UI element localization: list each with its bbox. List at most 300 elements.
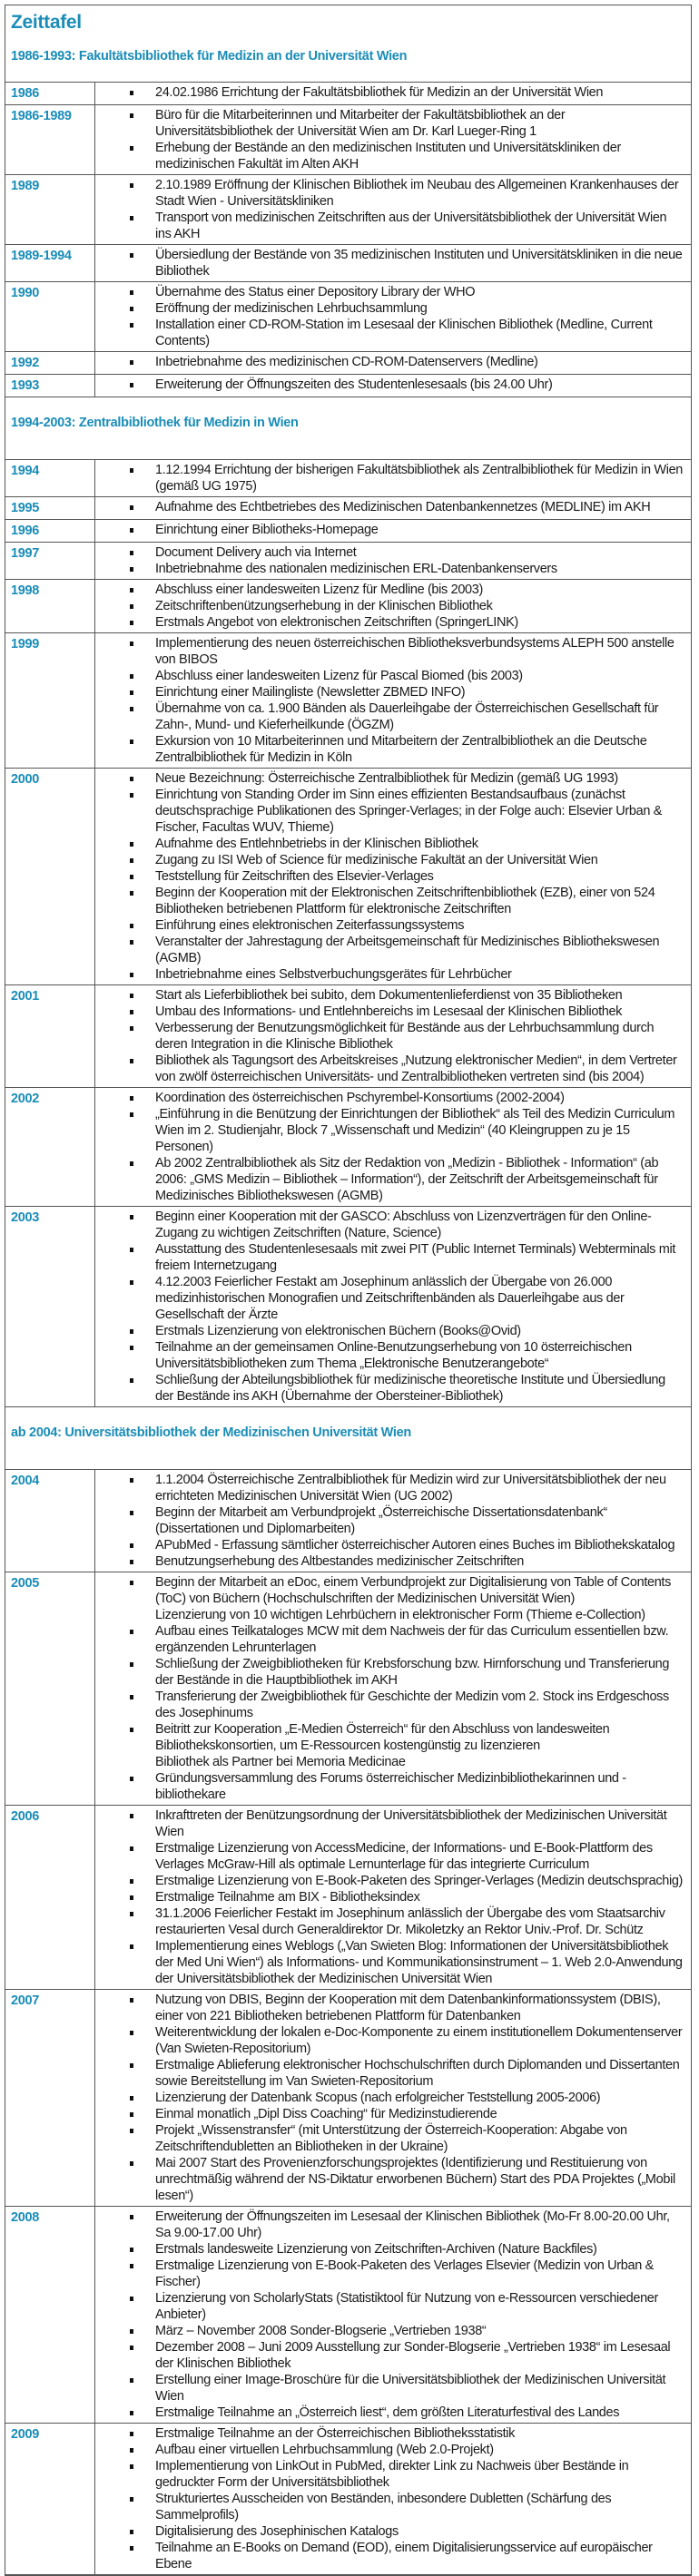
list-item (95, 284, 685, 300)
event-text: 24.02.1986 Errichtung der Fakultätsbibliothek für Medizin an der Universität Wien (155, 85, 604, 100)
square-bullet-icon (130, 2546, 133, 2551)
table-row (5, 352, 691, 375)
list-item (95, 885, 685, 917)
square-bullet-icon (130, 2248, 133, 2252)
event-text: Beginn der Mitarbeit an eDoc, einem Verbundprojekt zur Digitalisierung von Table of Contents (ToC) von Büchern (Hochschulschriften der Medizinischen Universität Wien) (155, 1575, 672, 1606)
event-text: Weiterentwicklung der lokalen e-Doc-Komponente zu einem institutionellem Dokumentenserver (Van Swieten-Repositorium) (155, 2025, 683, 2056)
square-bullet-icon (130, 1248, 133, 1252)
square-bullet-icon (130, 1895, 133, 1900)
square-bullet-icon (130, 842, 133, 847)
timeline-document (5, 5, 692, 2576)
section-title: 1986-1993: Fakultätsbibliothek für Medizin an der Universität Wien (11, 49, 408, 64)
list-item (95, 2258, 685, 2290)
table-row (5, 2207, 691, 2424)
list-item (95, 1323, 685, 1339)
timeline-table (5, 1470, 691, 2575)
event-list (95, 635, 685, 766)
event-text: Zeitschriftenbenützungserhebung in der Klinischen Bibliothek (155, 599, 493, 613)
list-item (95, 1504, 685, 1537)
list-item (95, 1623, 685, 1656)
event-text: Erstmalige Teilnahme an „Österreich liest“, dem größten Literaturfestival des Landes (155, 2405, 620, 2420)
list-item (95, 2540, 685, 2572)
year-cell: 1989-1994 (5, 245, 95, 282)
event-text: Erstmalige Ablieferung elektronischer Hochschulschriften durch Diplomanden und Dissertanten sowie Bereitstellung im Van Swieten-Repositorium (155, 2058, 680, 2089)
event-text: Ab 2002 Zentralbibliothek als Sitz der Redaktion von „Medizin - Bibliothek - Information“ (ab 2006: „GMS Medizin – Bibliothek – Information“), der Zeitschrift der Arbeitsgemeinschaft für Medizinisches Bibliothekswesen (AGMB) (155, 1156, 659, 1203)
list-item (95, 1992, 685, 2024)
event-text: Teststellung für Zeitschriften des Elsevier-Verlages (155, 869, 434, 884)
list-item (95, 917, 685, 934)
year-cell: 2006 (5, 1806, 95, 1990)
table-row (5, 282, 691, 352)
event-text: Lizenzierung von ScholarlyStats (Statistiktool für Nutzung von e-Ressourcen verschiedener Anbieter) (155, 2291, 658, 2322)
square-bullet-icon (130, 1846, 133, 1851)
square-bullet-icon (130, 707, 133, 711)
square-bullet-icon (130, 875, 133, 879)
list-item (95, 1689, 685, 1721)
year-cell: 2008 (5, 2207, 95, 2424)
square-bullet-icon (130, 2129, 133, 2133)
event-text: März – November 2008 Sonder-Blogserie „Vertrieben 1938“ (155, 2324, 487, 2338)
list-item (95, 2057, 685, 2090)
list-item (95, 684, 685, 700)
list-item (95, 140, 685, 172)
square-bullet-icon (130, 2378, 133, 2383)
square-bullet-icon (130, 1026, 133, 1031)
event-text: Bibliothek als Partner bei Memoria Medicinae (155, 1755, 406, 1769)
list-item (95, 177, 685, 210)
list-item (95, 462, 685, 495)
square-bullet-icon (130, 2530, 133, 2534)
event-text: Ausstattung des Studentenlesesaals mit zwei PIT (Public Internet Terminals) Webterminals mit freiem Internetzugang (155, 1242, 676, 1273)
table-row (5, 769, 691, 985)
list-item (95, 2372, 685, 2405)
event-text: Aufnahme des Entlehnbetriebs in der Klinischen Bibliothek (155, 837, 478, 851)
square-bullet-icon (130, 891, 133, 896)
square-bullet-icon (130, 739, 133, 744)
year-cell: 2000 (5, 769, 95, 985)
square-bullet-icon (130, 551, 133, 555)
event-text: Veranstalter der Jahrestagung der Arbeitsgemeinschaft für Medizinisches Bibliothekswesen (AGMB) (155, 935, 660, 965)
square-bullet-icon (130, 290, 133, 295)
event-text: Projekt „Wissenstransfer“ (mit Unterstützung der Österreich-Kooperation: Abgabe von Zeitschriftendubletten an Bibliotheken in der Ukraine) (155, 2123, 627, 2154)
table-row (5, 175, 691, 245)
events-cell (95, 352, 692, 375)
list-item (95, 2106, 685, 2122)
event-list (95, 522, 685, 538)
events-cell (95, 497, 692, 520)
square-bullet-icon (130, 994, 133, 998)
year-cell: 1996 (5, 520, 95, 543)
table-row (5, 375, 691, 397)
square-bullet-icon (130, 674, 133, 679)
square-bullet-icon (130, 253, 133, 258)
year-cell: 1994 (5, 460, 95, 497)
event-text: Benutzungserhebung des Altbestandes medizinischer Zeitschriften (155, 1554, 524, 1569)
list-item (95, 770, 685, 787)
square-bullet-icon (130, 1096, 133, 1101)
event-text: Schließung der Abteilungsbibliothek für medizinische theoretische Institute und Übersiedlung der Bestände ins AKH (Übernahme der Obersteiner-Bibliothek) (155, 1373, 665, 1404)
square-bullet-icon (130, 2329, 133, 2334)
square-bullet-icon (130, 1010, 133, 1014)
event-text: Erhebung der Bestände an den medizinischen Instituten und Universitätskliniken der medizinischen Fakultät im Alten AKH (155, 141, 621, 171)
event-list (95, 284, 685, 349)
event-text: Erstmalige Lizenzierung von E-Book-Paketen des Springer-Verlages (Medizin deutschsprachig) (155, 1874, 684, 1888)
event-text: Erweiterung der Öffnungszeiten des Studentenlesesaals (bis 24.00 Uhr) (155, 377, 553, 392)
timeline-sections (5, 34, 691, 2575)
list-item (95, 852, 685, 868)
table-row (5, 985, 691, 1088)
event-text: Inbetriebnahme des nationalen medizinischen ERL-Datenbankenservers (155, 562, 557, 576)
square-bullet-icon (130, 2161, 133, 2166)
square-bullet-icon (130, 2346, 133, 2350)
year-cell: 1999 (5, 633, 95, 769)
event-text: „Einführung in die Benützung der Einrichtungen der Bibliothek“ als Teil des Medizin Curriculum Wien im 2. Studienjahr, Block 7 „Wissenschaft und Medizin“ (40 Kleingruppen zu je 15 Personen) (155, 1107, 675, 1154)
list-item (95, 2491, 685, 2523)
list-item (95, 787, 685, 836)
list-item (95, 1241, 685, 1274)
event-text: Digitalisierung des Josephinischen Katalogs (155, 2524, 399, 2539)
event-text: Exkursion von 10 Mitarbeiterinnen und Mitarbeitern der Zentralbibliothek an die Deutsche Zentralbibliothek für Medizin in Köln (155, 734, 647, 765)
event-list (95, 499, 685, 515)
square-bullet-icon (130, 528, 133, 533)
events-cell (95, 375, 692, 397)
table-row (5, 1207, 691, 1407)
events-cell (95, 2424, 692, 2575)
events-cell (95, 769, 692, 985)
table-row (5, 1990, 691, 2207)
square-bullet-icon (130, 360, 133, 365)
square-bullet-icon (130, 1478, 133, 1483)
events-cell (95, 520, 692, 543)
square-bullet-icon (130, 2297, 133, 2301)
event-text: Erstmalige Lizenzierung von E-Book-Paketen des Verlages Elsevier (Medizin von Urban & Fischer) (155, 2258, 654, 2289)
event-list (95, 247, 685, 279)
list-item (95, 377, 685, 393)
event-text: Aufbau eines Teilkataloges MCW mit dem Nachweis der für das Curriculum essentiellen bzw. ergänzenden Lehrunterlagen (155, 1624, 669, 1655)
square-bullet-icon (130, 924, 133, 928)
list-item (95, 868, 685, 885)
square-bullet-icon (130, 2432, 133, 2436)
table-row (5, 580, 691, 633)
square-bullet-icon (130, 2096, 133, 2101)
event-text: 2.10.1989 Eröffnung der Klinischen Bibliothek im Neubau des Allgemeinen Krankenhauses der Stadt Wien - Universitätskliniken (155, 178, 679, 209)
events-cell (95, 1990, 692, 2207)
table-row (5, 497, 691, 520)
list-item (95, 2090, 685, 2106)
event-text: Einrichtung einer Bibliotheks-Homepage (155, 523, 379, 537)
list-item (95, 1754, 685, 1770)
square-bullet-icon (130, 1112, 133, 1117)
event-text: Erstellung einer Image-Broschüre für die Universitätsbibliothek der Medizinischen Universität Wien (155, 2373, 666, 2404)
square-bullet-icon (130, 2031, 133, 2035)
square-bullet-icon (130, 1378, 133, 1383)
event-list (95, 1472, 685, 1570)
events-cell (95, 543, 692, 580)
list-item (95, 1889, 685, 1905)
square-bullet-icon (130, 1543, 133, 1548)
event-text: Lizenzierung von 10 wichtigen Lehrbüchern in elektronischer Form (Thieme e-Collection) (155, 1608, 645, 1622)
list-item (95, 966, 685, 983)
table-row (5, 1806, 691, 1990)
events-cell (95, 1572, 692, 1806)
square-bullet-icon (130, 1346, 133, 1350)
event-text: Erstmalige Teilnahme an der Österreichischen Bibliotheksstatistik (155, 2426, 516, 2441)
list-item (95, 1020, 685, 1053)
list-item (95, 2442, 685, 2458)
event-text: Beginn der Kooperation mit der Elektronischen Zeitschriftenbibliothek (EZB), einer von 524 Bibliotheken betriebenen Plattform für elektronische Zeitschriften (155, 886, 655, 916)
event-text: Gründungsversammlung des Forums österreichischer Medizinbibliothekarinnen und -bibliothekare (155, 1771, 626, 1802)
event-text: Start als Lieferbibliothek bei subito, dem Dokumentenlieferdienst von 35 Bibliotheken (155, 988, 623, 1003)
event-text: Mai 2007 Start des Provenienzforschungsprojektes (Identifizierung und Restituierung von unrechtmäßig während der NS-Diktatur erworbenen Büchern) Start des PDA Projektes („Mobil lesen“) (155, 2156, 675, 2203)
square-bullet-icon (130, 1728, 133, 1732)
year-cell: 2007 (5, 1990, 95, 2207)
list-item (95, 247, 685, 279)
list-item (95, 1106, 685, 1155)
event-text: Inkrafttreten der Benützungsordnung der Universitätsbibliothek der Medizinischen Universität Wien (155, 1808, 667, 1839)
list-item (95, 2425, 685, 2442)
list-item (95, 1004, 685, 1020)
section-title: 1994-2003: Zentralbibliothek für Medizin in Wien (11, 416, 299, 430)
event-text: Neue Bezeichnung: Österreichische Zentralbibliothek für Medizin (gemäß UG 1993) (155, 771, 618, 786)
list-item (95, 1090, 685, 1106)
list-item (95, 934, 685, 966)
event-text: 4.12.2003 Feierlicher Festakt am Josephinum anlässlich der Übergabe von 26.000 medizinhistorischen Monografien und Zeitschriftenbänden als Dauerleihgabe aus der Gesellschaft der Ärzte (155, 1275, 625, 1322)
event-text: Aufnahme des Echtbetriebes des Medizinischen Datenbankennetzes (MEDLINE) im AKH (155, 500, 651, 514)
event-list (95, 1090, 685, 1204)
square-bullet-icon (130, 858, 133, 863)
square-bullet-icon (130, 383, 133, 387)
event-text: Implementierung des neuen österreichischen Bibliotheksverbundsystems ALEPH 500 anstelle von BIBOS (155, 636, 674, 667)
event-text: Übernahme von ca. 1.900 Bänden als Dauerleihgabe der Österreichischen Gesellschaft für Zahn-, Mund- und Kieferheilkunde (ÖGZM) (155, 701, 659, 732)
event-text: Büro für die Mitarbeiterinnen und Mitarbeiter der Fakultätsbibliothek an der Universitätsbibliothek der Universität Wien am Dr. Karl Lueger-Ring 1 (155, 108, 566, 139)
list-item (95, 1053, 685, 1085)
square-bullet-icon (130, 1879, 133, 1884)
events-cell (95, 282, 692, 352)
year-cell: 1990 (5, 282, 95, 352)
event-text: Implementierung eines Weblogs („Van Swieten Blog: Informationen der Universitätsbibliothek der Med Uni Wien“) als Informations- und Kommunikationsinstrument – 1. Web 2.0-Anwendung der Universitätsbibliothek der Medizinischen Universität Wien (155, 1939, 683, 1986)
section-title: ab 2004: Universitätsbibliothek der Medizinischen Universität Wien (11, 1425, 411, 1440)
table-row (5, 2424, 691, 2575)
square-bullet-icon (130, 113, 133, 118)
table-row (5, 1088, 691, 1207)
event-list (95, 107, 685, 172)
list-item (95, 598, 685, 614)
event-list (95, 1807, 685, 1987)
section-header (5, 1407, 691, 1470)
section-header (5, 34, 691, 83)
event-text: Transport von medizinischen Zeitschriften aus der Universitätsbibliothek der Universität Wien ins AKH (155, 211, 667, 241)
list-item (95, 2323, 685, 2339)
list-item (95, 210, 685, 242)
events-cell (95, 83, 692, 105)
timeline-table (5, 460, 691, 1407)
event-text: Übernahme des Status einer Depository Library der WHO (155, 285, 476, 299)
square-bullet-icon (130, 1695, 133, 1699)
square-bullet-icon (130, 1329, 133, 1334)
event-text: Koordination des österreichischen Pschyrembel-Konsortiums (2002-2004) (155, 1091, 565, 1105)
events-cell (95, 1207, 692, 1407)
event-text: Erstmals landesweite Lizenzierung von Zeitschriften-Archiven (Nature Backfiles) (155, 2242, 597, 2257)
list-item (95, 84, 685, 101)
square-bullet-icon (130, 1161, 133, 1166)
events-cell (95, 245, 692, 282)
event-text: Lizenzierung der Datenbank Scopus (nach erfolgreicher Teststellung 2005-2006) (155, 2091, 601, 2105)
square-bullet-icon (130, 468, 133, 473)
event-text: 1.12.1994 Errichtung der bisherigen Fakultätsbibliothek als Zentralbibliothek für Medizin in Wien (gemäß UG 1975) (155, 463, 684, 494)
event-text: Inbetriebnahme eines Selbstverbuchungsgerätes für Lehrbücher (155, 967, 512, 982)
table-row (5, 83, 691, 105)
event-list (95, 354, 685, 370)
square-bullet-icon (130, 2264, 133, 2268)
square-bullet-icon (130, 1215, 133, 1219)
square-bullet-icon (130, 1944, 133, 1949)
square-bullet-icon (130, 1814, 133, 1818)
square-bullet-icon (130, 1581, 133, 1585)
event-list (95, 582, 685, 631)
square-bullet-icon (130, 183, 133, 188)
event-list (95, 377, 685, 393)
list-item (95, 668, 685, 684)
list-item (95, 836, 685, 852)
events-cell (95, 633, 692, 769)
list-item (95, 1339, 685, 1372)
list-item (95, 2024, 685, 2057)
events-cell (95, 105, 692, 175)
list-item (95, 2122, 685, 2155)
event-text: Einrichtung von Standing Order im Sinn eines effizienten Bestandsaufbaus (zunächst deutschsprachige Publikationen des Springer-Verlages; in der Folge auch: Elsevier Urban & Fischer, Facultas WUV, Thieme) (155, 788, 663, 835)
list-item (95, 354, 685, 370)
list-item (95, 2458, 685, 2491)
event-text: Abschluss einer landesweiten Lizenz für Pascal Biomed (bis 2003) (155, 669, 523, 683)
year-cell: 1992 (5, 352, 95, 375)
list-item (95, 317, 685, 349)
events-cell (95, 175, 692, 245)
list-item (95, 1840, 685, 1873)
event-text: Beginn der Mitarbeit am Verbundprojekt „Österreichische Dissertationsdatenbank“ (Dissertationen und Diplomarbeiten) (155, 1505, 607, 1536)
events-cell (95, 1470, 692, 1572)
event-list (95, 987, 685, 1085)
list-item (95, 1873, 685, 1889)
list-item (95, 1537, 685, 1553)
event-text: Einrichtung einer Mailingliste (Newsletter ZBMED INFO) (155, 685, 466, 700)
event-text: Dezember 2008 – Juni 2009 Ausstellung zur Sonder-Blogserie „Vertrieben 1938“ im Lesesaal der Klinischen Bibliothek (155, 2340, 671, 2371)
square-bullet-icon (130, 973, 133, 977)
year-cell: 1998 (5, 580, 95, 633)
square-bullet-icon (130, 567, 133, 572)
table-row (5, 1470, 691, 1572)
event-text: Erstmalige Lizenzierung von AccessMedicine, der Informations- und E-Book-Plattform des Verlages McGraw-Hill als optimale Lernunterlage für das integrierte Curriculum (155, 1841, 653, 1872)
square-bullet-icon (130, 307, 133, 311)
event-text: Zugang zu ISI Web of Science für medizinische Fakultät an der Universität Wien (155, 853, 598, 867)
table-row (5, 245, 691, 282)
list-item (95, 2523, 685, 2540)
list-item (95, 1472, 685, 1504)
title-area (5, 5, 691, 34)
square-bullet-icon (130, 1998, 133, 2003)
event-text: Beginn einer Kooperation mit der GASCO: Abschluss von Lizenzverträgen für den Online-Zugang zu wichtigen Zeitschriften (Nature, Science) (155, 1210, 652, 1240)
square-bullet-icon (130, 2464, 133, 2469)
events-cell (95, 2207, 692, 2424)
list-item (95, 1155, 685, 1204)
event-list (95, 544, 685, 577)
list-item (95, 1807, 685, 1840)
square-bullet-icon (130, 91, 133, 95)
square-bullet-icon (130, 2112, 133, 2117)
square-bullet-icon (130, 793, 133, 798)
square-bullet-icon (130, 146, 133, 151)
square-bullet-icon (130, 1777, 133, 1781)
list-item (95, 1721, 685, 1754)
list-item (95, 733, 685, 766)
year-cell: 1995 (5, 497, 95, 520)
event-list (95, 2425, 685, 2572)
table-row (5, 520, 691, 543)
year-cell: 2003 (5, 1207, 95, 1407)
event-text: Umbau des Informations- und Entlehnbereichs im Lesesaal der Klinischen Bibliothek (155, 1004, 623, 1019)
table-row (5, 105, 691, 175)
square-bullet-icon (130, 1059, 133, 1063)
square-bullet-icon (130, 2411, 133, 2415)
year-cell: 2004 (5, 1470, 95, 1572)
event-text: 31.1.2006 Feierlicher Festakt im Josephinum anlässlich der Übergabe des vom Staatsarchiv restaurierten Vesal durch Generaldirektor Dr. Mikoletzky an Rektor Univ.-Prof. Dr. Schütz (155, 1906, 665, 1937)
event-list (95, 770, 685, 983)
year-cell: 1993 (5, 375, 95, 397)
event-text: Erweiterung der Öffnungszeiten im Lesesaal der Klinischen Bibliothek (Mo-Fr 8.00-20.00 Uhr, Sa 9.00-17.00 Uhr) (155, 2209, 670, 2240)
list-item (95, 300, 685, 317)
list-item (95, 2155, 685, 2204)
event-list (95, 84, 685, 101)
event-text: Installation einer CD-ROM-Station im Lesesaal der Klinischen Bibliothek (Medline, Current Contents) (155, 318, 653, 348)
table-row (5, 460, 691, 497)
list-item (95, 2290, 685, 2323)
events-cell (95, 1088, 692, 1207)
list-item (95, 1553, 685, 1570)
list-item (95, 1607, 685, 1623)
list-item (95, 1938, 685, 1987)
list-item (95, 1209, 685, 1241)
year-cell: 1986 (5, 83, 95, 105)
list-item (95, 1372, 685, 1405)
event-text: Document Delivery auch via Internet (155, 545, 357, 560)
list-item (95, 1905, 685, 1938)
event-text: Strukturiertes Ausscheiden von Beständen, inbesondere Dubletten (Schärfung des Sammelprofils) (155, 2492, 612, 2522)
list-item (95, 561, 685, 577)
event-list (95, 1574, 685, 1803)
event-list (95, 1992, 685, 2204)
square-bullet-icon (130, 2497, 133, 2502)
list-item (95, 1770, 685, 1803)
list-item (95, 2209, 685, 2241)
year-cell: 2002 (5, 1088, 95, 1207)
event-text: Nutzung von DBIS, Beginn der Kooperation mit dem Datenbankinformationssystem (DBIS), einer von 221 Bibliotheken betriebenen Plattform für Datenbanken (155, 1993, 661, 2023)
list-item (95, 522, 685, 538)
year-cell: 1986-1989 (5, 105, 95, 175)
event-text: Einmal monatlich „Dipl Diss Coaching“ für Medizinstudierende (155, 2107, 497, 2121)
page-title: Zeittafel (11, 12, 82, 33)
square-bullet-icon (130, 1280, 133, 1285)
event-text: APubMed - Erfassung sämtlicher österreichischer Autoren eines Buches im Bibliothekskatalog (155, 1538, 675, 1552)
event-text: Bibliothek als Tagungsort des Arbeitskreises „Nutzung elektronischer Medien“, in dem Vertreter von zwölf österreichischen Universitäts- und Zentralbibliotheken vertreten sind (bis 2004) (155, 1053, 677, 1084)
square-bullet-icon (130, 2063, 133, 2068)
year-cell: 1989 (5, 175, 95, 245)
list-item (95, 107, 685, 140)
event-text: Aufbau einer virtuellen Lehrbuchsammlung (Web 2.0-Projekt) (155, 2443, 494, 2457)
table-row (5, 543, 691, 580)
event-text: Teilnahme an E-Books on Demand (EOD), einem Digitalisierungsservice auf europäischer Ebene (155, 2541, 653, 2571)
square-bullet-icon (130, 691, 133, 695)
square-bullet-icon (130, 2448, 133, 2453)
square-bullet-icon (130, 642, 133, 646)
